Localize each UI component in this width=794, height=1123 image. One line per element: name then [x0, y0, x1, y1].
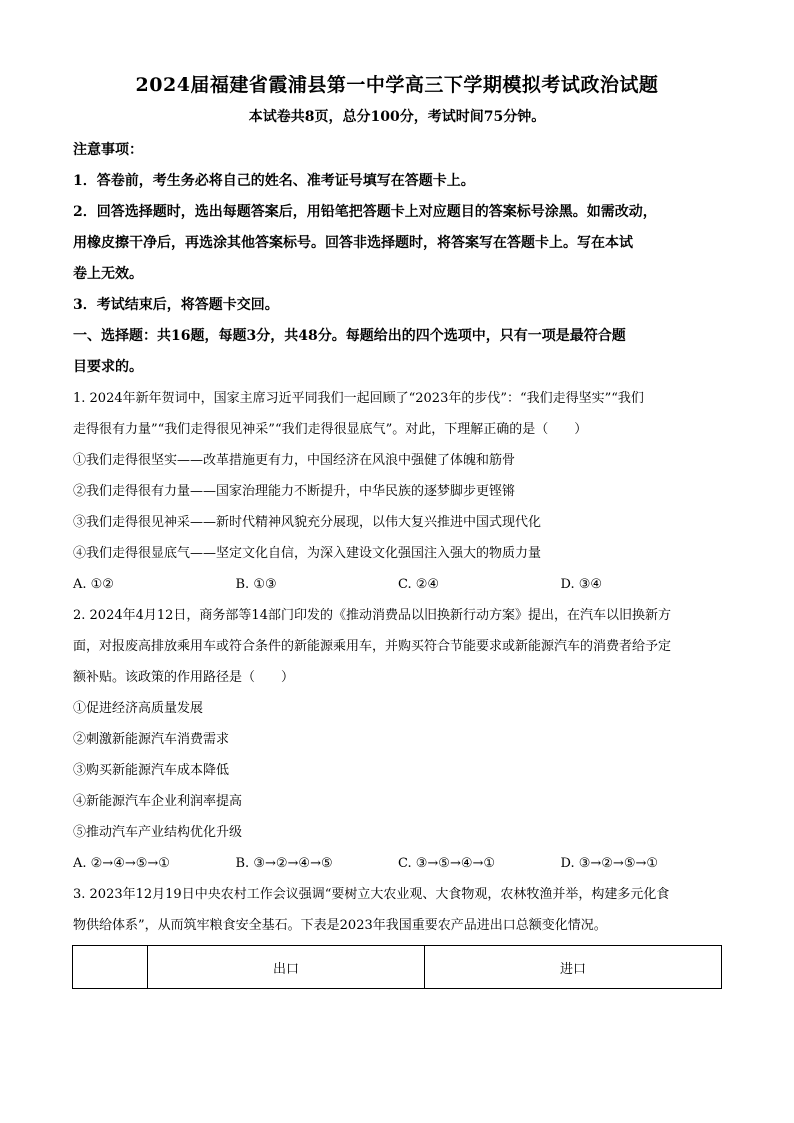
table-header-export: 出口 — [148, 946, 425, 989]
statement-item: ③购买新能源汽车成本降低 — [73, 763, 230, 778]
statement-item: ②我们走得很有力量——国家治理能力不断提升，中华民族的逐梦脚步更铿锵 — [73, 484, 516, 499]
table-header-import: 进口 — [425, 946, 722, 989]
answer-options — [73, 848, 723, 879]
option-b: B. ③→②→④→⑤ — [235, 856, 333, 871]
statement-item: ④新能源汽车企业利润率提高 — [73, 794, 243, 809]
question-stem: 物供给体系”，从而筑牢粮食安全基石。下表是2023年我国重要农产品进出口总额变化情况。 — [73, 918, 607, 933]
notice-item: 用橡皮擦干净后，再选涂其他答案标号。回答非选择题时，将答案写在答题卡上。写在本试 — [73, 235, 633, 251]
question-stem: 2. 2024年4月12日，商务部等14部门印发的《推动消费品以旧换新行动方案》提出，在汽车以旧换新方 — [73, 608, 671, 623]
answer-options — [73, 569, 723, 600]
option-b: B. ①③ — [235, 577, 277, 592]
option-c: C. ②④ — [398, 577, 440, 592]
question-2 — [73, 600, 723, 879]
question-3 — [73, 879, 723, 941]
statement-item: ②刺激新能源汽车消费需求 — [73, 732, 230, 747]
notice-item: 卷上无效。 — [73, 266, 143, 282]
notice-item: 3．考试结束后，将答题卡交回。 — [73, 297, 279, 313]
section-heading-cont: 目要求的。 — [73, 359, 143, 375]
question-stem: 3. 2023年12月19日中央农村工作会议强调“要树立大农业观、大食物观，农林牧渔并举，构建多元化食 — [73, 887, 670, 902]
question-1 — [73, 383, 723, 600]
question-stem: 1. 2024年新年贺词中，国家主席习近平同我们一起回顾了“2023年的步伐”：“我们走得坚实”“我们 — [73, 391, 644, 406]
notice-item: 2．回答选择题时，选出每题答案后，用铅笔把答题卡上对应题目的答案标号涂黑。如需改动， — [73, 204, 657, 220]
notice-item: 1．答卷前，考生务必将自己的姓名、准考证号填写在答题卡上。 — [73, 173, 475, 189]
option-d: D. ③→②→⑤→① — [560, 856, 659, 871]
question-stem: 走得很有力量”“我们走得很见神采”“我们走得很显底气”。对此，下理解正确的是（ ） — [73, 422, 588, 437]
option-d: D. ③④ — [560, 577, 603, 592]
statement-item: ④我们走得很显底气——坚定文化自信，为深入建设文化强国注入强大的物质力量 — [73, 546, 542, 561]
statement-item: ⑤推动汽车产业结构优化升级 — [73, 825, 243, 840]
option-a: A. ②→④→⑤→① — [73, 856, 170, 871]
option-c: C. ③→⑤→④→① — [398, 856, 496, 871]
exam-title: 2024届福建省霞浦县第一中学高三下学期模拟考试政治试题 — [135, 74, 659, 96]
trade-table — [72, 945, 722, 989]
notice-section — [73, 135, 723, 383]
table-corner-cell — [73, 946, 148, 989]
statement-item: ①促进经济高质量发展 — [73, 701, 204, 716]
table-header-row — [73, 946, 722, 989]
question-stem: 面，对报废高排放乘用车或符合条件的新能源乘用车，并购买符合节能要求或新能源汽车的消费者给予定 — [73, 639, 672, 654]
question-stem: 额补贴。该政策的作用路径是（ ） — [73, 670, 295, 685]
statement-item: ③我们走得很见神采——新时代精神风貌充分展现，以伟大复兴推进中国式现代化 — [73, 515, 542, 530]
notice-heading: 注意事项： — [73, 142, 143, 158]
option-a: A. ①② — [73, 577, 114, 592]
statement-item: ①我们走得很坚实——改革措施更有力，中国经济在风浪中强健了体魄和筋骨 — [73, 453, 516, 468]
exam-subtitle: 本试卷共8页，总分100分，考试时间75分钟。 — [248, 109, 546, 125]
section-heading: 一、选择题：共16题，每题3分，共48分。每题给出的四个选项中，只有一项是最符合题 — [73, 328, 626, 344]
